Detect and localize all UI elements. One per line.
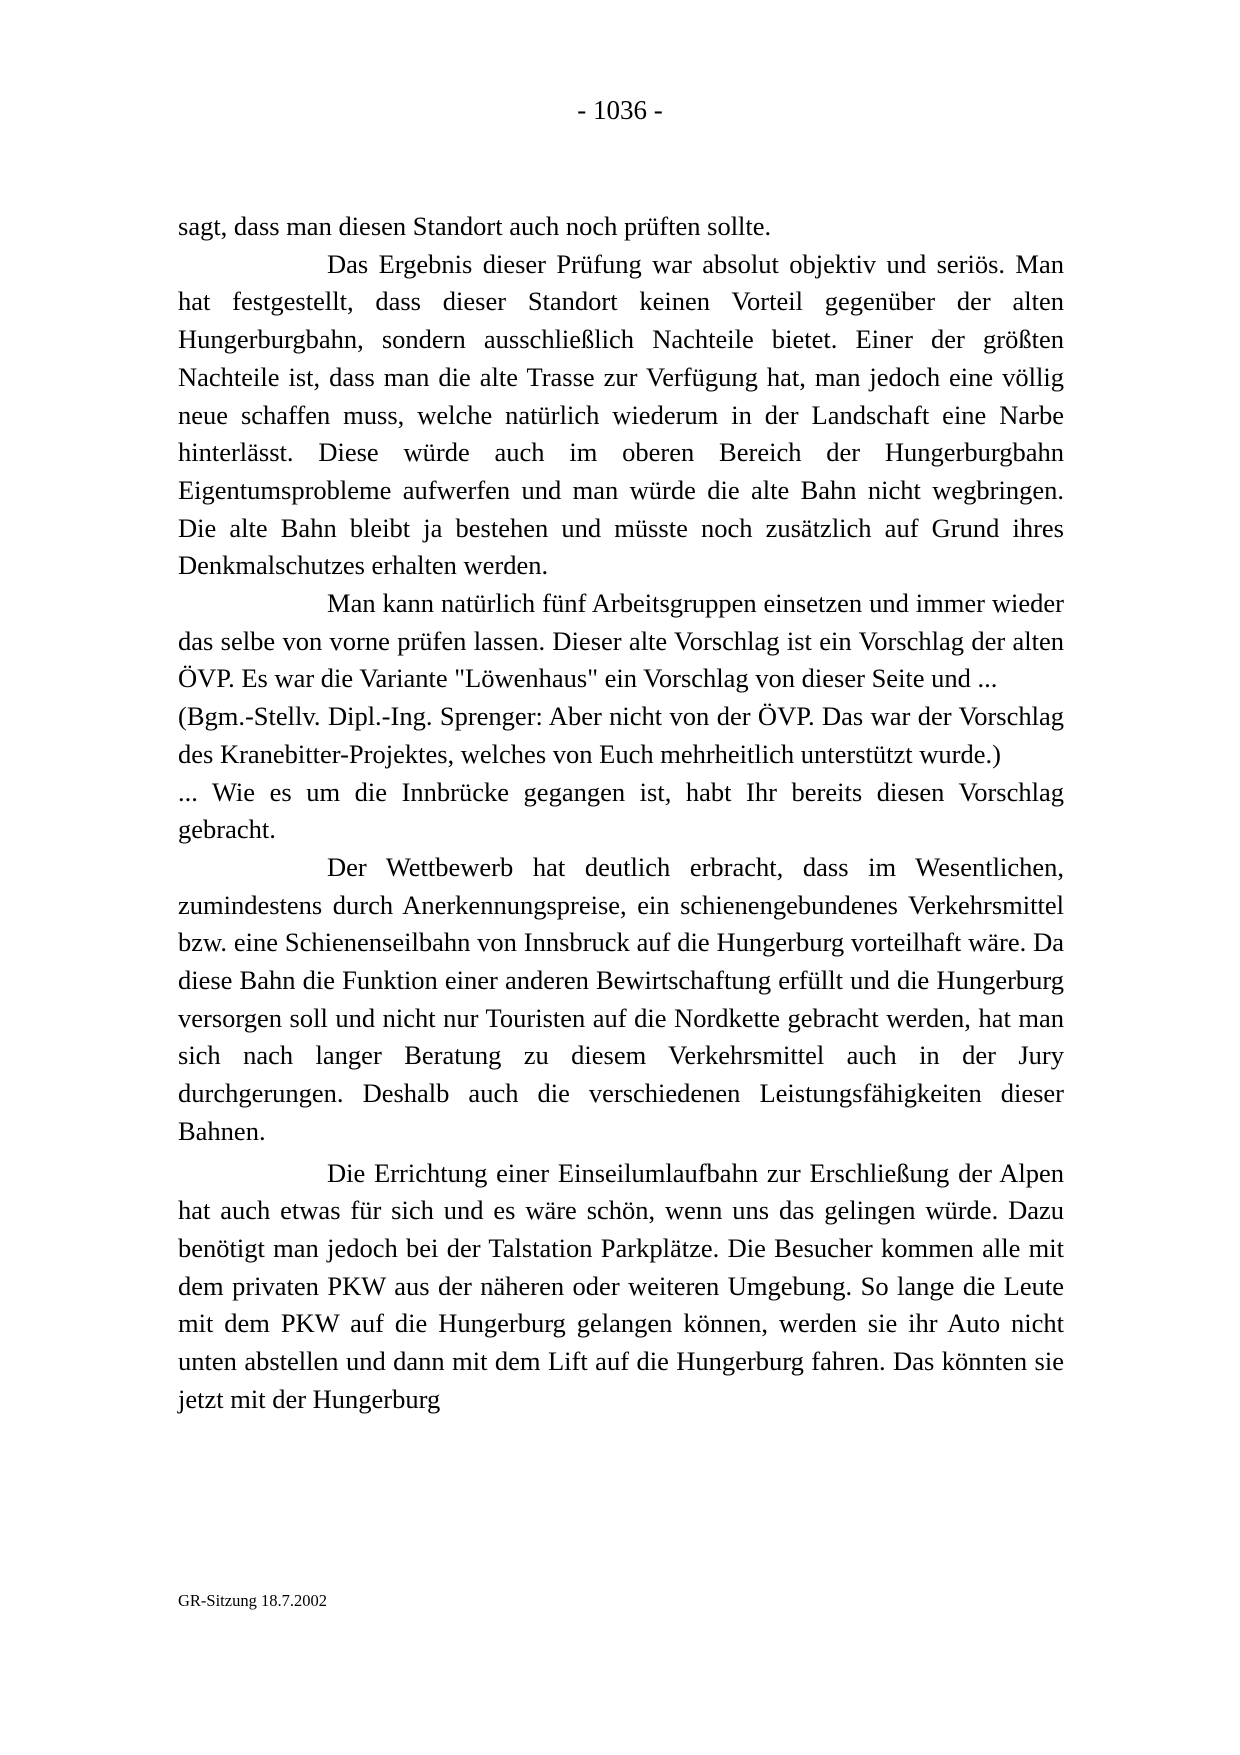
- paragraph-arbeitsgruppen: Man kann natürlich fünf Arbeitsgruppen einsetzen und immer wieder das selbe von vorne prüfen lassen. Dieser alte Vorschlag ist ein Vorschlag der alten ÖVP. Es war die Variante "Löwenhaus" ein Vorschlag von dieser Seite und ...: [178, 588, 1064, 694]
- paragraph-innbruecke: ... Wie es um die Innbrücke gegangen ist, habt Ihr bereits diesen Vorschlag gebracht.: [178, 776, 1064, 845]
- page-number: - 1036 -: [577, 95, 663, 125]
- paragraph-wettbewerb: Der Wettbewerb hat deutlich erbracht, dass im Wesentlichen, zumindestens durch Anerkennungspreise, ein schienengebundenes Verkehrsmittel bzw. eine Schienenseilbahn von Innsbruck auf die Hungerburg vorteilhaft wäre. Da diese Bahn die Funktion einer anderen Bewirtschaftung erfüllt und die Hungerburg versorgen soll und nicht nur Touristen auf die Nordkette gebracht werden, hat man sich nach langer Beratung zu diesem Verkehrsmittel auch in der Jury durchgerungen. Deshalb auch die verschiedenen Leistungsfähigkeiten dieser Bahnen.: [178, 851, 1064, 1146]
- paragraph-einseilumlaufbahn: Die Errichtung einer Einseilumlaufbahn zur Erschließung der Alpen hat auch etwas für sich und es wäre schön, wenn uns das gelingen würde. Dazu benötigt man jedoch bei der Talstation Parkplätze. Die Besucher kommen alle mit dem privaten PKW aus der näheren oder weiteren Umgebung. So lange die Leute mit dem PKW auf die Hungerburg gelangen können, werden sie ihr Auto nicht unten abstellen und dann mit dem Lift auf die Hungerburg fahren. Das könnten sie jetzt mit der Hungerburg: [178, 1157, 1064, 1414]
- footer-session-date: GR-Sitzung 18.7.2002: [178, 1591, 327, 1610]
- paragraph-pruefung: Das Ergebnis dieser Prüfung war absolut objektiv und seriös. Man hat festgestellt, dass dieser Standort keinen Vorteil gegenüber der alten Hungerburgbahn, sondern ausschließlich Nachteile bietet. Einer der größten Nachteile ist, dass man die alte Trasse zur Verfügung hat, man jedoch eine völlig neue schaffen muss, welche natürlich wiederum in der Landschaft eine Narbe hinterlässt. Diese würde auch im oberen Bereich der Hungerburgbahn Eigentumsprobleme aufwerfen und man würde die alte Bahn nicht wegbringen. Die alte Bahn bleibt ja bestehen und müsste noch zusätzlich auf Grund ihres Denkmalschutzes erhalten werden.: [178, 248, 1064, 581]
- document-body: [178, 208, 1064, 1419]
- paragraph-continuation: sagt, dass man diesen Standort auch noch prüften sollte.: [178, 211, 772, 241]
- paragraph-interjection: (Bgm.-Stellv. Dipl.-Ing. Sprenger: Aber nicht von der ÖVP. Das war der Vorschlag des Kranebitter-Projektes, welches von Euch mehrheitlich unterstützt wurde.): [178, 701, 1064, 769]
